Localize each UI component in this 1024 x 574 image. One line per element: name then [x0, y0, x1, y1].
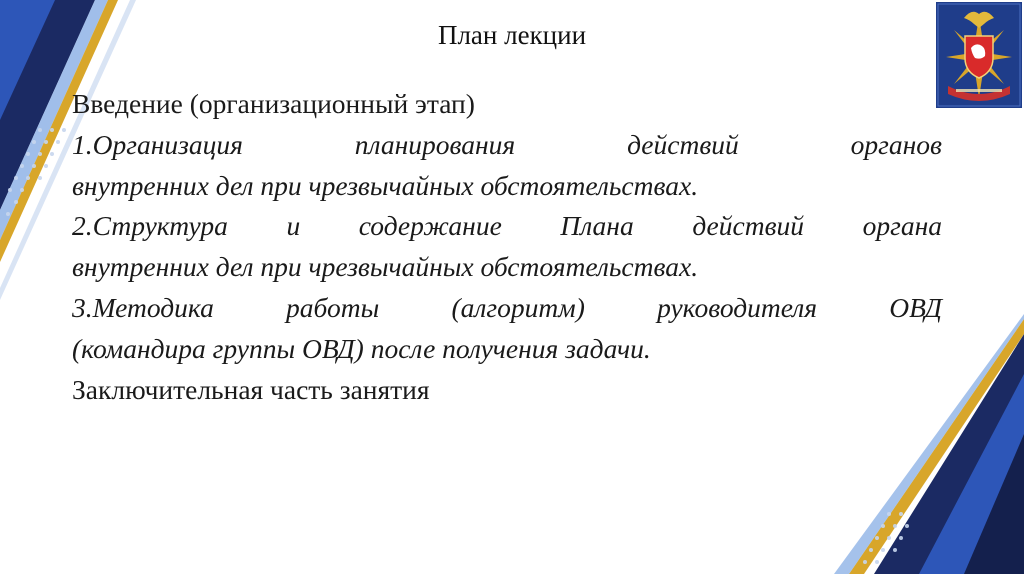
item-3-line-2: (командира группы ОВД) после получения задачи. — [72, 332, 651, 364]
word: планирования — [354, 128, 516, 160]
word: работы — [286, 291, 380, 323]
item-2-line-1 — [72, 206, 942, 247]
word: 2.Структура — [72, 210, 228, 242]
item-3-line-1 — [72, 288, 942, 329]
word: органа — [862, 210, 942, 242]
item-1-line-1 — [72, 125, 942, 166]
word: ОВД — [889, 291, 942, 323]
word: органов — [850, 128, 942, 160]
word: и — [286, 210, 301, 242]
intro-line: Введение (организационный этап) — [72, 88, 475, 119]
conclusion-line: Заключительная часть занятия — [72, 373, 430, 405]
word: действий — [627, 128, 739, 160]
item-2-line-2: внутренних дел при чрезвычайных обстоятельствах. — [72, 251, 699, 283]
item-1-line-2: внутренних дел при чрезвычайных обстоятельствах. — [72, 169, 699, 201]
word: содержание — [358, 210, 502, 242]
slide-title: План лекции — [437, 20, 587, 50]
word: 1.Организация — [72, 128, 243, 160]
word: действий — [692, 210, 805, 242]
lecture-plan-body — [72, 84, 942, 410]
word: руководителя — [657, 291, 818, 323]
word: Плана — [560, 210, 634, 242]
word: 3.Методика — [72, 291, 214, 323]
word: (алгоритм) — [451, 291, 585, 323]
